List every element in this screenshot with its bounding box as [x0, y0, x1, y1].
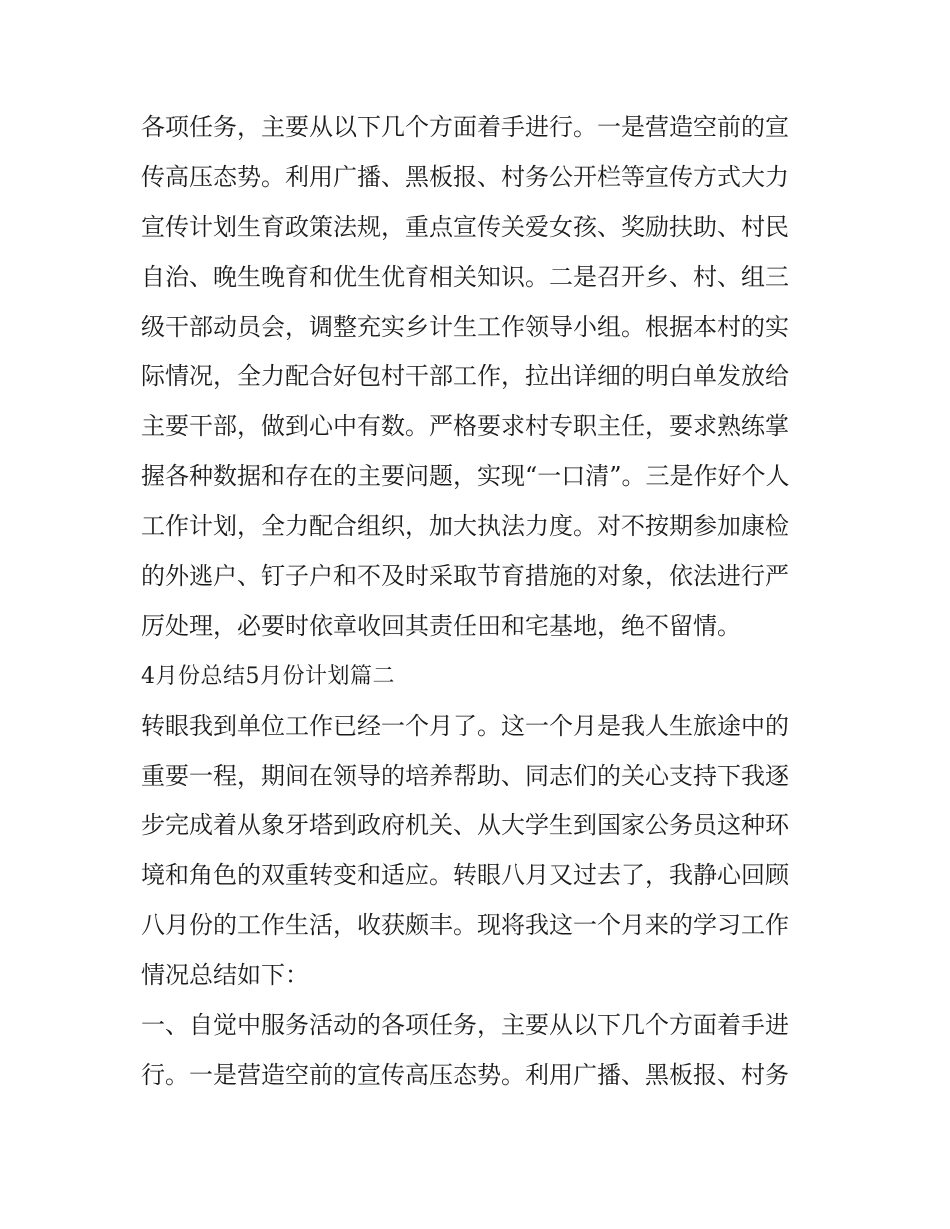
- paragraph-line: 行。一是营造空前的宣传高压态势。利用广播、黑板报、村务: [141, 1060, 789, 1089]
- paragraph-line: 转眼我到单位工作已经一个月了。这一个月是我人生旅途中的: [141, 711, 789, 740]
- paragraph-line: 一、自觉中服务活动的各项任务，主要从以下几个方面着手进: [141, 1011, 789, 1040]
- paragraph-line: 各项任务，主要从以下几个方面着手进行。一是营造空前的宣: [141, 113, 789, 141]
- paragraph-line: 际情况，全力配合好包村干部工作，拉出详细的明白单发放给: [141, 362, 789, 391]
- paragraph-line: 八月份的工作生活，收获颇丰。现将我这一个月来的学习工作: [141, 911, 789, 940]
- paragraph-line: 宣传计划生育政策法规，重点宣传关爱女孩、奖励扶助、村民: [141, 212, 789, 241]
- paragraph-line: 握各种数据和存在的主要问题，实现“一口清”。三是作好个人: [141, 462, 790, 491]
- paragraph-line: 重要一程，期间在领导的培养帮助、同志们的关心支持下我逐: [141, 761, 789, 790]
- paragraph-line: 步完成着从象牙塔到政府机关、从大学生到国家公务员这种环: [141, 811, 789, 840]
- document-body: [141, 103, 821, 1101]
- section-heading: 4月份总结5月份计划篇二: [141, 663, 395, 689]
- paragraph-line: 自治、晚生晚育和优生优育相关知识。二是召开乡、村、组三: [141, 262, 789, 291]
- paragraph-line: 级干部动员会，调整充实乡计生工作领导小组。根据本村的实: [141, 312, 789, 341]
- paragraph-line: 传高压态势。利用广播、黑板报、村务公开栏等宣传方式大力: [141, 162, 789, 191]
- paragraph-line: 境和角色的双重转变和适应。转眼八月又过去了，我静心回顾: [141, 861, 789, 890]
- paragraph-line: 主要干部，做到心中有数。严格要求村专职主任，要求熟练掌: [141, 412, 789, 441]
- paragraph-line: 的外逃户、钉子户和不及时采取节育措施的对象，依法进行严: [141, 562, 789, 591]
- paragraph-line: 工作计划，全力配合组织，加大执法力度。对不按期参加康检: [141, 512, 789, 541]
- paragraph-line: 情况总结如下：: [141, 961, 309, 990]
- paragraph-line: 厉处理，必要时依章收回其责任田和宅基地，绝不留情。: [141, 611, 741, 640]
